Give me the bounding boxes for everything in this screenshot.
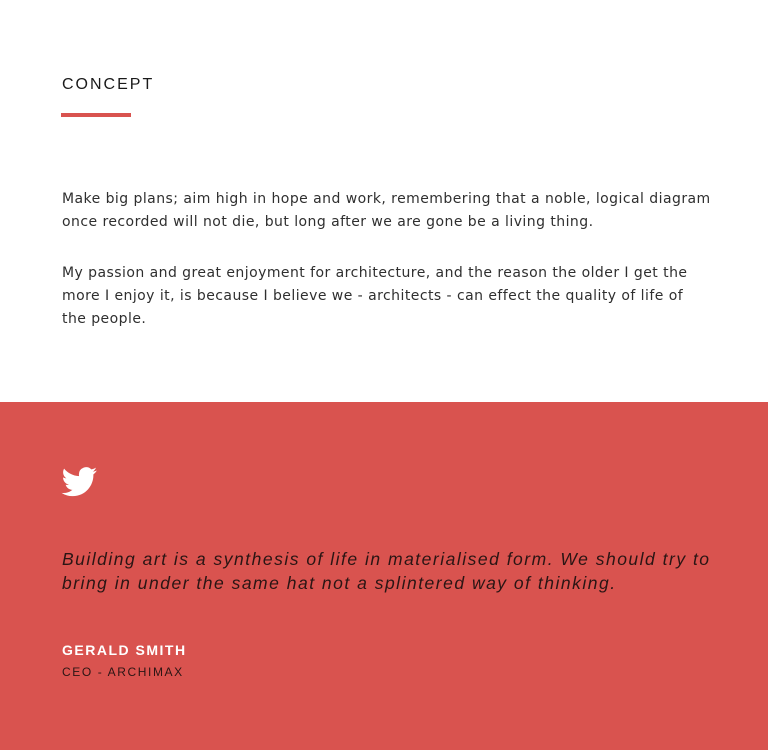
testimonial-section <box>0 402 768 750</box>
heading-accent-divider <box>61 113 131 117</box>
concept-paragraph-2: My passion and great enjoyment for architecture, and the reason the older I get the more I enjoy it, is because I believe we - architects - can effect the quality of life of the people. <box>62 265 688 327</box>
concept-paragraph-1: Make big plans; aim high in hope and work, remembering that a noble, logical diagram once recorded will not die, but long after we are gone be a living thing. <box>62 191 711 230</box>
author-name: GERALD SMITH <box>62 642 187 658</box>
testimonial-quote: Building art is a synthesis of life in materialised form. We should try to bring in under the same hat not a splintered way of thinking. <box>62 549 711 593</box>
author-role: CEO - ARCHIMAX <box>62 665 184 679</box>
twitter-icon[interactable] <box>61 467 98 497</box>
concept-heading: CONCEPT <box>62 76 155 93</box>
